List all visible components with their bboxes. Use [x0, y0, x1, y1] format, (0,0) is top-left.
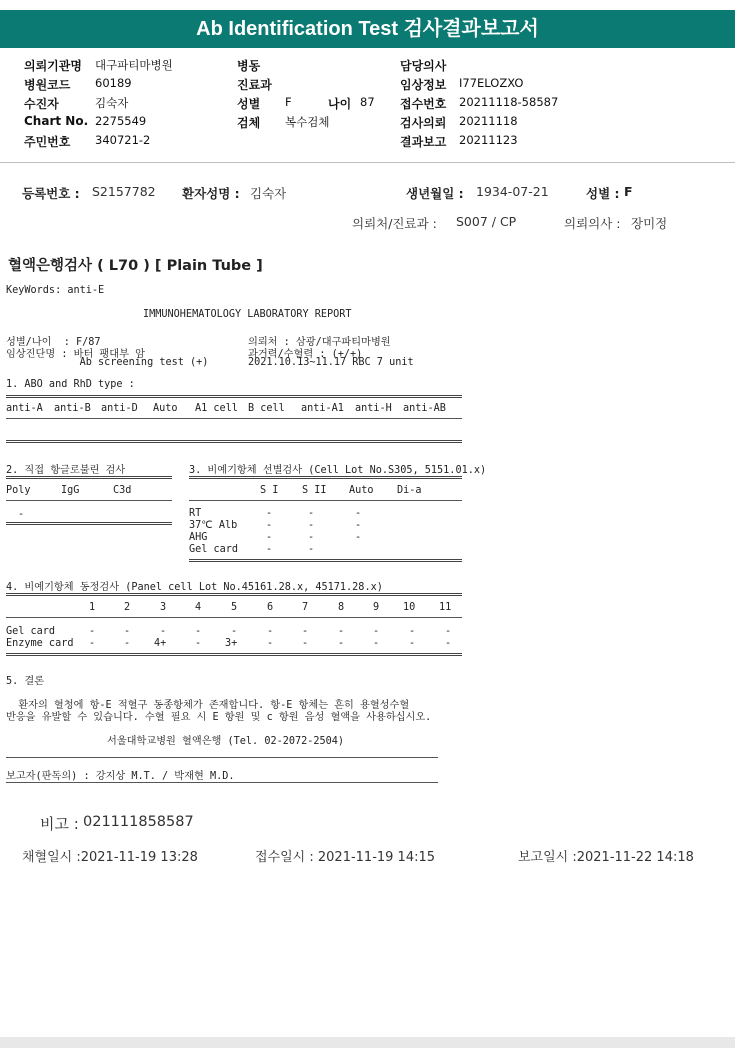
conclusion-line-2: 반응을 유발할 수 있습니다. 수혈 필요 시 E 항원 및 c 항원 음성 혈액을 사용하십시오. [6, 712, 432, 723]
s4-cell: - [373, 638, 380, 649]
reporter-rule-top [6, 757, 438, 758]
s3-cell: - [266, 508, 273, 519]
meta-ab-screening: Ab screening test (+) [6, 357, 209, 368]
s4-cell: - [373, 626, 380, 637]
s4-col: 2 [124, 602, 131, 613]
s3-title: 3. 비예기항체 선별검사 (Cell Lot No.S305, 5151.01.x) [189, 465, 487, 476]
s1-col-b-cell: B cell [248, 403, 285, 414]
s4-cell: - [195, 638, 202, 649]
conclusion-line-1: 환자의 혈청에 항-E 적혈구 동종항체가 존재합니다. 항-E 항체는 흔히 용혈성수혈 [6, 700, 410, 711]
s1-col-anti-d: anti-D [101, 403, 138, 414]
doctor-in-charge-label: 담당의사 [400, 59, 447, 73]
patient-name-label: 환자성명 : [182, 186, 240, 201]
receipt-no-value: 20211118-58587 [459, 95, 559, 109]
s5-title: 5. 결론 [6, 676, 45, 687]
s3-row-label: AHG [189, 532, 208, 543]
reg-no-label: 등록번호 : [22, 186, 80, 201]
s4-cell: - [124, 638, 131, 649]
s4-col: 1 [89, 602, 96, 613]
meta-referrer: 의뢰처 : 삼광/대구파티마병원 [248, 337, 391, 348]
patient-sex-value: F [624, 184, 633, 199]
s3-rule-bottom [189, 559, 462, 562]
s4-cell: - [445, 626, 452, 637]
ordering-doctor-value: 장미정 [631, 216, 668, 231]
s4-cell: 4+ [154, 638, 167, 649]
s4-title: 4. 비예기항체 동정검사 (Panel cell Lot No.45161.28.x, 45171.28.x) [6, 582, 383, 593]
meta-diagnosis: 임상진단명 : 바터 팽대부 암 [6, 349, 145, 360]
s3-rule-top [189, 476, 462, 479]
s1-col-anti-a: anti-A [6, 403, 43, 414]
s1-col-anti-h: anti-H [355, 403, 392, 414]
patient-sex-label: 성별 : [586, 186, 620, 201]
meta-history: 과거력/수혈력 : (+/+) [248, 349, 363, 360]
sex-label: 성별 [237, 97, 261, 111]
s4-cell: - [89, 638, 96, 649]
report-time: 보고일시 :2021-11-22 14:18 [518, 850, 694, 865]
hospital-code-label: 병원코드 [24, 78, 71, 92]
s3-col-sii: S II [302, 485, 327, 496]
s3-cell: - [355, 520, 362, 531]
note-value: 021111858587 [83, 814, 194, 830]
s2-title: 2. 직접 항글로불린 검사 [6, 465, 126, 476]
s1-rule-bottom [6, 440, 462, 443]
s3-cell: - [266, 544, 273, 555]
s2-rule-bottom [6, 522, 172, 525]
hospital-label: 의뢰기관명 [24, 59, 82, 73]
meta-sex-age: 성별/나이 : F/87 [6, 337, 101, 348]
note-label: 비고 : [40, 815, 79, 833]
s2-rule-mid [6, 500, 172, 501]
age-label: 나이 [328, 97, 352, 111]
specimen-value: 복수검체 [285, 115, 330, 129]
s4-col: 7 [302, 602, 309, 613]
ward-label: 병동 [237, 59, 261, 73]
s1-col-anti-b: anti-B [54, 403, 91, 414]
collection-time: 채혈일시 :2021-11-19 13:28 [22, 850, 198, 865]
s4-rule-bottom [6, 653, 462, 656]
report-header: Ab Identification Test 검사결과보고서 [0, 10, 735, 48]
s3-cell: - [266, 520, 273, 531]
s3-cell: - [266, 532, 273, 543]
s4-cell: - [409, 638, 416, 649]
s1-rule-top [6, 395, 462, 398]
s4-col: 5 [231, 602, 238, 613]
examinee-label: 수진자 [24, 97, 59, 111]
s2-col-igg: IgG [61, 485, 80, 496]
ordering-doctor-label: 의뢰의사 : [564, 216, 621, 231]
s4-col: 11 [439, 602, 452, 613]
resident-no-label: 주민번호 [24, 135, 71, 149]
s4-col: 6 [267, 602, 274, 613]
bottom-bar [0, 1037, 735, 1048]
report-date-label: 결과보고 [400, 135, 447, 149]
s4-rule-mid [6, 617, 462, 618]
report-date-value: 20211123 [459, 133, 518, 147]
s2-value-poly: - [18, 509, 25, 520]
dob-label: 생년월일 : [406, 186, 464, 201]
meta-transfusion: 2021.10.13~11.17 RBC 7 unit [248, 357, 414, 368]
s1-col-anti-ab: anti-AB [403, 403, 446, 414]
clinical-info-label: 임상정보 [400, 78, 447, 92]
specimen-label: 검체 [237, 116, 261, 130]
divider [0, 162, 735, 163]
ordering-dept-label: 의뢰처/진료과 : [352, 216, 437, 231]
s3-row-label: Gel card [189, 544, 239, 555]
s3-cell: - [308, 520, 315, 531]
request-date-label: 검사의뢰 [400, 116, 447, 130]
s3-cell: - [355, 508, 362, 519]
s4-cell: - [302, 626, 309, 637]
s3-cell: - [308, 508, 315, 519]
blood-bank-contact: 서울대학교병원 혈액은행 (Tel. 02-2072-2504) [107, 736, 345, 747]
reg-no-value: S2157782 [92, 184, 156, 199]
sex-value: F [285, 95, 292, 109]
s4-cell: - [231, 626, 238, 637]
keywords: KeyWords: anti-E [6, 285, 105, 296]
s4-cell: - [409, 626, 416, 637]
reporter-rule-bottom [6, 782, 438, 783]
chart-no-label: Chart No. [24, 114, 89, 128]
patient-name-value: 김숙자 [250, 186, 287, 201]
s4-cell: 3+ [225, 638, 238, 649]
s4-cell: - [267, 626, 274, 637]
dept-label: 진료과 [237, 78, 272, 92]
s3-col-dia: Di-a [397, 485, 422, 496]
s4-col: 3 [160, 602, 167, 613]
ordering-dept-value: S007 / CP [456, 214, 517, 229]
s4-col: 9 [373, 602, 380, 613]
hospital-value: 대구파티마병원 [95, 58, 173, 72]
s3-cell: - [308, 532, 315, 543]
clinical-info-value: I77ELOZXO [459, 76, 524, 90]
s2-col-c3d: C3d [113, 485, 132, 496]
s1-col-auto: Auto [153, 403, 178, 414]
s4-cell: - [267, 638, 274, 649]
s3-cell: - [308, 544, 315, 555]
lab-report-title: IMMUNOHEMATOLOGY LABORATORY REPORT [143, 309, 352, 320]
s4-cell: - [445, 638, 452, 649]
s1-title: 1. ABO and RhD type : [6, 379, 135, 390]
s3-col-auto: Auto [349, 485, 374, 496]
s4-row-label: Enzyme card [6, 638, 74, 649]
examinee-value: 김숙자 [95, 96, 129, 110]
age-value: 87 [360, 95, 375, 109]
s3-row-label: RT [189, 508, 202, 519]
chart-no-value: 2275549 [95, 114, 147, 128]
s2-rule-top [6, 476, 172, 479]
s4-col: 10 [403, 602, 416, 613]
s4-cell: - [124, 626, 131, 637]
dob-value: 1934-07-21 [476, 184, 549, 199]
receipt-no-label: 접수번호 [400, 97, 447, 111]
s4-rule-top [6, 593, 462, 596]
receipt-time: 접수일시 : 2021-11-19 14:15 [255, 850, 436, 865]
s4-cell: - [89, 626, 96, 637]
s3-row-label: 37℃ Alb [189, 520, 238, 531]
s1-col-anti-a1: anti-A1 [301, 403, 344, 414]
s3-cell: - [355, 532, 362, 543]
s4-col: 8 [338, 602, 345, 613]
s3-rule-mid [189, 500, 462, 501]
s4-cell: - [338, 638, 345, 649]
s4-cell: - [160, 626, 167, 637]
s4-col: 4 [195, 602, 202, 613]
s4-cell: - [302, 638, 309, 649]
section-title: 혈액은행검사 ( L70 ) [ Plain Tube ] [8, 258, 263, 274]
s1-col-a1-cell: A1 cell [195, 403, 238, 414]
s4-row-label: Gel card [6, 626, 56, 637]
request-date-value: 20211118 [459, 114, 518, 128]
s4-cell: - [338, 626, 345, 637]
hospital-code-value: 60189 [95, 76, 132, 90]
s2-col-poly: Poly [6, 485, 31, 496]
s1-rule-mid [6, 418, 462, 419]
s4-cell: - [195, 626, 202, 637]
s3-col-si: S I [260, 485, 279, 496]
resident-no-value: 340721-2 [95, 133, 151, 147]
reporter: 보고자(판독의) : 강지상 M.T. / 박재현 M.D. [6, 771, 235, 782]
